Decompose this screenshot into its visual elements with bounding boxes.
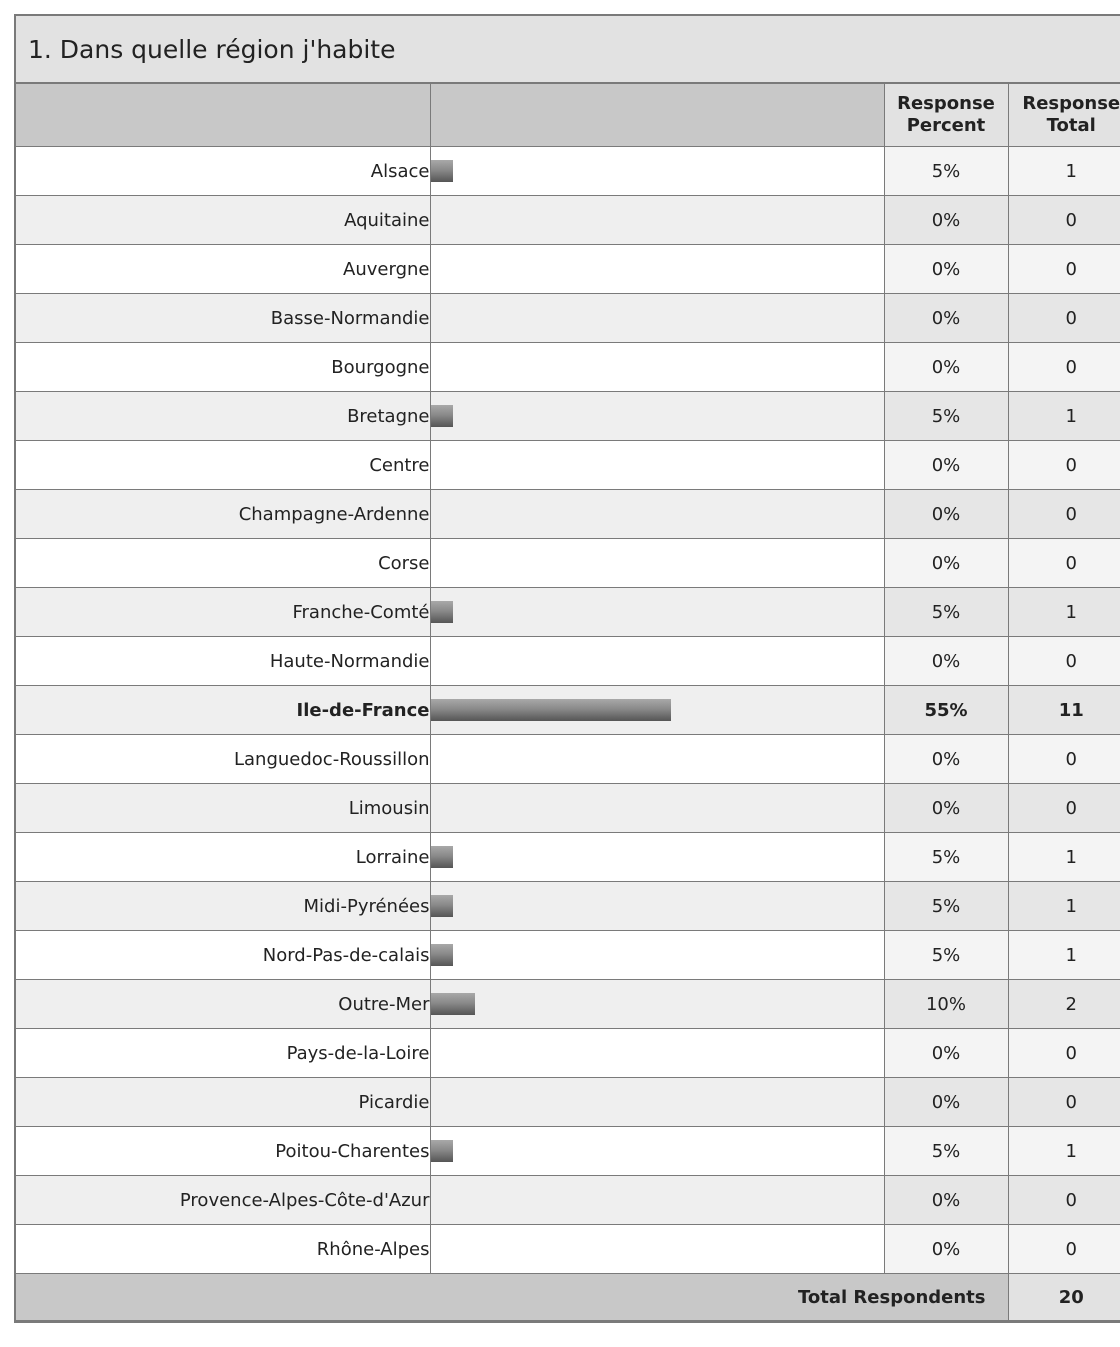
row-response-total: 0 [1008, 196, 1120, 245]
row-bar-cell [430, 833, 884, 882]
row-response-percent: 10% [884, 980, 1008, 1029]
table-row [16, 980, 1120, 1029]
table-row [16, 637, 1120, 686]
row-response-percent: 0% [884, 1078, 1008, 1127]
header-total-line1: Response [1022, 93, 1120, 114]
row-response-percent: 5% [884, 588, 1008, 637]
row-label: Midi-Pyrénées [16, 882, 430, 931]
response-bar [431, 1140, 453, 1162]
table-row [16, 343, 1120, 392]
row-response-percent: 5% [884, 1127, 1008, 1176]
row-label: Limousin [16, 784, 430, 833]
table-row [16, 1127, 1120, 1176]
row-response-total: 0 [1008, 539, 1120, 588]
row-response-percent: 5% [884, 392, 1008, 441]
row-response-percent: 0% [884, 784, 1008, 833]
table-row [16, 1225, 1120, 1274]
table-row [16, 196, 1120, 245]
row-response-total: 1 [1008, 1127, 1120, 1176]
row-bar-cell [430, 637, 884, 686]
row-response-total: 0 [1008, 1225, 1120, 1274]
row-response-total: 1 [1008, 588, 1120, 637]
table-row [16, 833, 1120, 882]
row-response-total: 1 [1008, 931, 1120, 980]
row-bar-cell [430, 392, 884, 441]
table-row [16, 392, 1120, 441]
row-bar-cell [430, 588, 884, 637]
question-title: 1. Dans quelle région j'habite [16, 16, 1120, 84]
row-response-percent: 0% [884, 1029, 1008, 1078]
response-bar [431, 160, 453, 182]
row-label: Haute-Normandie [16, 637, 430, 686]
row-bar-cell [430, 245, 884, 294]
row-label: Outre-Mer [16, 980, 430, 1029]
results-table [16, 84, 1120, 1321]
response-bar [431, 993, 475, 1015]
total-respondents-value: 20 [1008, 1274, 1120, 1321]
row-label: Ile-de-France [16, 686, 430, 735]
table-row [16, 490, 1120, 539]
row-response-percent: 0% [884, 343, 1008, 392]
row-response-percent: 0% [884, 196, 1008, 245]
row-label: Pays-de-la-Loire [16, 1029, 430, 1078]
row-label: Basse-Normandie [16, 294, 430, 343]
table-row [16, 1029, 1120, 1078]
row-label: Auvergne [16, 245, 430, 294]
row-bar-cell [430, 1127, 884, 1176]
row-label: Bretagne [16, 392, 430, 441]
header-percent-line1: Response [897, 93, 995, 114]
table-row [16, 588, 1120, 637]
row-label: Lorraine [16, 833, 430, 882]
row-response-percent: 0% [884, 1176, 1008, 1225]
table-header-row [16, 84, 1120, 147]
table-body [16, 147, 1120, 1274]
row-bar-cell [430, 980, 884, 1029]
row-response-percent: 5% [884, 931, 1008, 980]
row-response-total: 0 [1008, 245, 1120, 294]
row-bar-cell [430, 931, 884, 980]
table-row [16, 735, 1120, 784]
row-response-total: 0 [1008, 735, 1120, 784]
row-response-total: 0 [1008, 1029, 1120, 1078]
table-row [16, 784, 1120, 833]
row-bar-cell [430, 735, 884, 784]
row-label: Corse [16, 539, 430, 588]
row-response-total: 0 [1008, 784, 1120, 833]
row-response-total: 1 [1008, 833, 1120, 882]
row-label: Aquitaine [16, 196, 430, 245]
row-label: Centre [16, 441, 430, 490]
row-label: Languedoc-Roussillon [16, 735, 430, 784]
header-total-line2: Total [1046, 115, 1096, 136]
row-label: Champagne-Ardenne [16, 490, 430, 539]
table-row [16, 245, 1120, 294]
row-bar-cell [430, 343, 884, 392]
row-bar-cell [430, 784, 884, 833]
row-response-total: 0 [1008, 637, 1120, 686]
row-response-percent: 5% [884, 833, 1008, 882]
table-row [16, 686, 1120, 735]
table-row [16, 539, 1120, 588]
response-bar [431, 846, 453, 868]
row-response-total: 0 [1008, 1078, 1120, 1127]
row-response-percent: 0% [884, 637, 1008, 686]
row-response-total: 1 [1008, 392, 1120, 441]
header-response-percent [884, 84, 1008, 147]
row-label: Alsace [16, 147, 430, 196]
response-bar [431, 699, 671, 721]
row-response-percent: 0% [884, 1225, 1008, 1274]
response-bar [431, 895, 453, 917]
row-response-percent: 5% [884, 882, 1008, 931]
row-response-total: 1 [1008, 147, 1120, 196]
row-response-percent: 0% [884, 294, 1008, 343]
row-response-percent: 0% [884, 245, 1008, 294]
row-response-total: 1 [1008, 882, 1120, 931]
row-response-percent: 0% [884, 539, 1008, 588]
header-response-total [1008, 84, 1120, 147]
row-response-total: 0 [1008, 294, 1120, 343]
row-response-percent: 5% [884, 147, 1008, 196]
response-bar [431, 601, 453, 623]
row-response-percent: 0% [884, 441, 1008, 490]
header-percent-line2: Percent [906, 115, 986, 136]
table-row [16, 1078, 1120, 1127]
row-label: Provence-Alpes-Côte-d'Azur [16, 1176, 430, 1225]
table-row [16, 882, 1120, 931]
row-bar-cell [430, 1078, 884, 1127]
row-bar-cell [430, 490, 884, 539]
row-label: Poitou-Charentes [16, 1127, 430, 1176]
row-response-percent: 55% [884, 686, 1008, 735]
header-bar-cell [430, 84, 884, 147]
row-bar-cell [430, 147, 884, 196]
row-label: Franche-Comté [16, 588, 430, 637]
table-row [16, 1176, 1120, 1225]
row-bar-cell [430, 1225, 884, 1274]
response-bar [431, 405, 453, 427]
row-response-total: 0 [1008, 343, 1120, 392]
survey-question-panel [14, 14, 1120, 1323]
row-response-total: 0 [1008, 1176, 1120, 1225]
table-row [16, 147, 1120, 196]
row-bar-cell [430, 196, 884, 245]
row-bar-cell [430, 539, 884, 588]
row-response-total: 0 [1008, 490, 1120, 539]
table-row [16, 441, 1120, 490]
table-row [16, 294, 1120, 343]
row-response-percent: 0% [884, 490, 1008, 539]
row-label: Nord-Pas-de-calais [16, 931, 430, 980]
row-label: Picardie [16, 1078, 430, 1127]
row-response-total: 0 [1008, 441, 1120, 490]
header-label-cell [16, 84, 430, 147]
response-bar [431, 944, 453, 966]
row-bar-cell [430, 1029, 884, 1078]
row-response-percent: 0% [884, 735, 1008, 784]
row-response-total: 2 [1008, 980, 1120, 1029]
row-bar-cell [430, 882, 884, 931]
row-label: Rhône-Alpes [16, 1225, 430, 1274]
row-bar-cell [430, 686, 884, 735]
table-row [16, 931, 1120, 980]
row-label: Bourgogne [16, 343, 430, 392]
row-bar-cell [430, 294, 884, 343]
table-footer-row [16, 1274, 1120, 1321]
row-bar-cell [430, 441, 884, 490]
row-bar-cell [430, 1176, 884, 1225]
row-response-total: 11 [1008, 686, 1120, 735]
total-respondents-label: Total Respondents [16, 1274, 1008, 1321]
